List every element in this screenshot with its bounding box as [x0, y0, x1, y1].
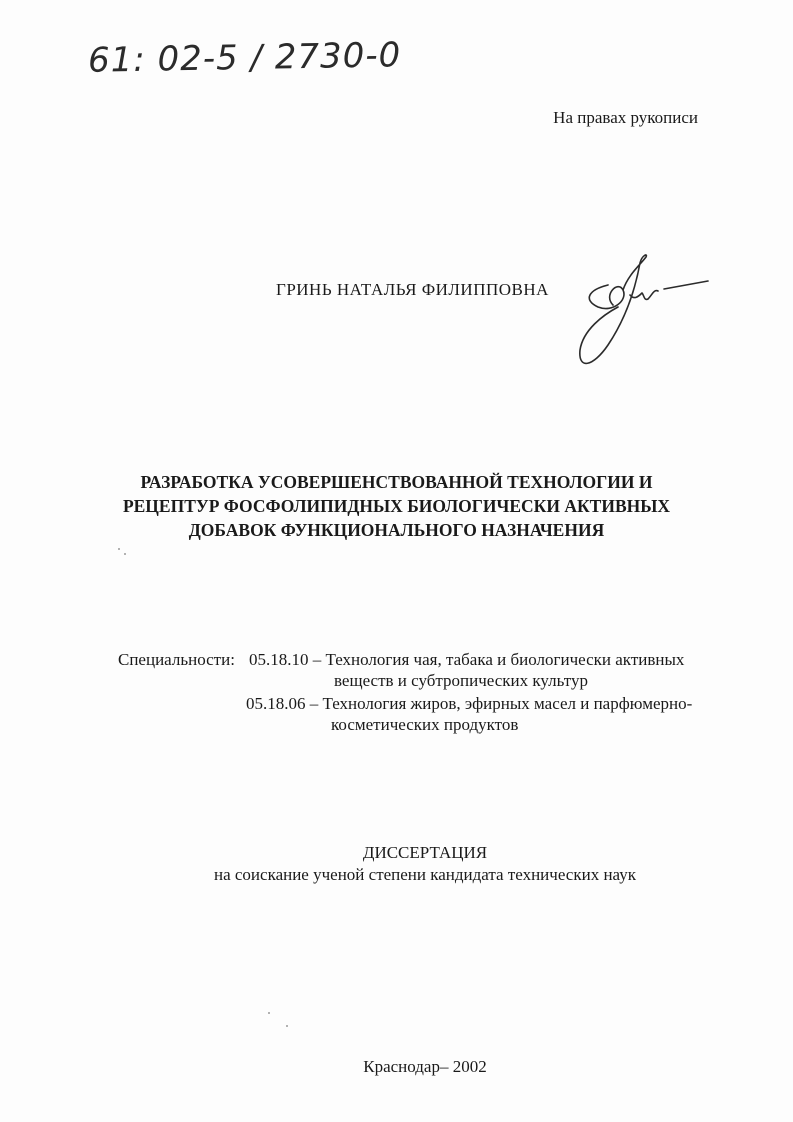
scan-speck	[286, 1025, 288, 1027]
specialty-line: 05.18.06 – Технология жиров, эфирных масел и парфюмерно-	[246, 694, 693, 713]
rights-note: На правах рукописи	[553, 108, 698, 127]
dissertation-heading: ДИССЕРТАЦИЯ	[362, 843, 488, 862]
specialty-line: 05.18.10 – Технология чая, табака и биологически активных	[249, 650, 685, 669]
dissertation-title	[60, 470, 733, 542]
scan-speck	[268, 1012, 270, 1014]
title-line: РЕЦЕПТУР ФОСФОЛИПИДНЫХ БИОЛОГИЧЕСКИ АКТИВНЫХ	[122, 496, 671, 516]
author-name: ГРИНЬ НАТАЛЬЯ ФИЛИППОВНА	[276, 280, 549, 299]
specialty-line: косметических продуктов	[331, 715, 519, 734]
specialties-label: Специальности:	[118, 650, 235, 669]
dissertation-block	[0, 842, 793, 886]
title-line: РАЗРАБОТКА УСОВЕРШЕНСТВОВАННОЙ ТЕХНОЛОГИИ И	[140, 472, 653, 492]
title-line: ДОБАВОК ФУНКЦИОНАЛЬНОГО НАЗНАЧЕНИЯ	[188, 520, 605, 540]
scan-speck	[124, 553, 126, 555]
scan-speck	[118, 548, 120, 550]
archive-number: 61: 02-5 / 2730-0	[87, 35, 402, 81]
dissertation-subtitle: на соискание ученой степени кандидата технических наук	[213, 865, 636, 884]
specialty-line: веществ и субтропических культур	[334, 671, 588, 690]
place-year: Краснодар– 2002	[363, 1057, 487, 1076]
signature-icon	[568, 245, 713, 375]
